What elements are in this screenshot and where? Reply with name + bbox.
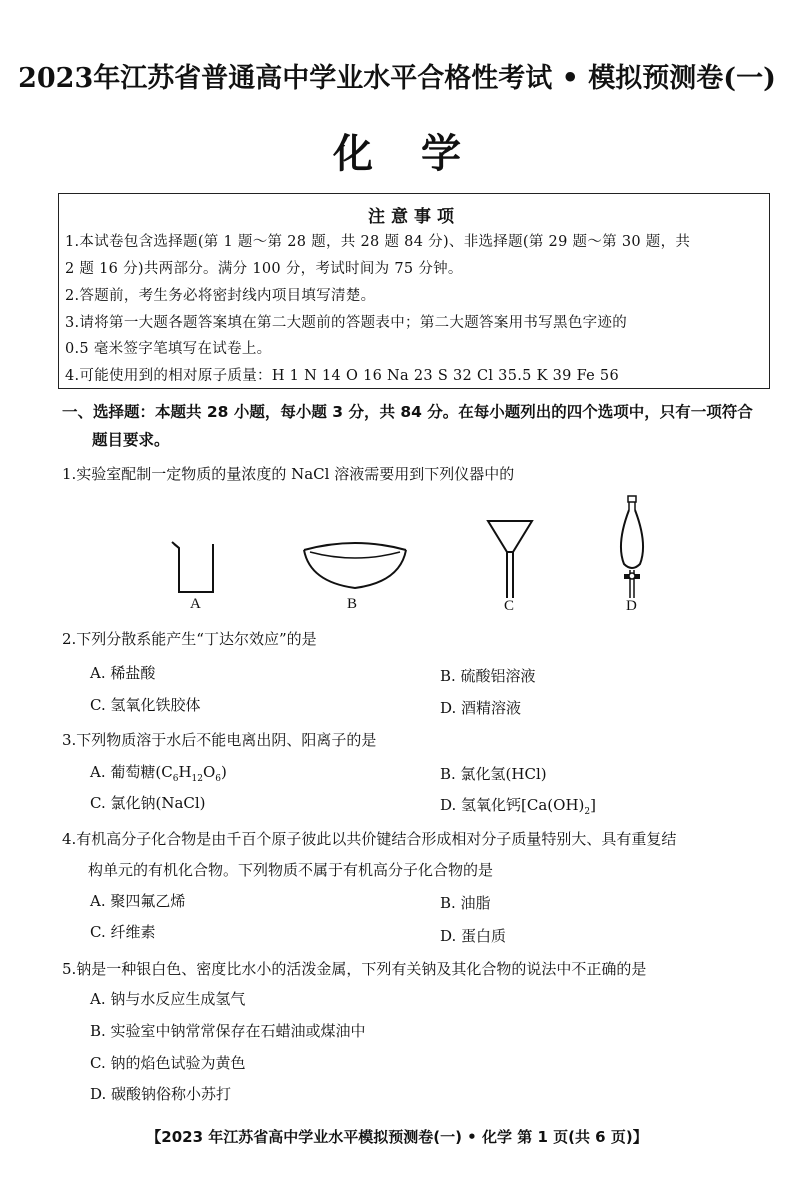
question-4-option-a[interactable]: A. 聚四氟乙烯 <box>90 892 186 910</box>
section-heading-cont: 题目要求。 <box>92 431 170 449</box>
notice-title: 注意事项 <box>368 207 460 227</box>
page-footer: 【2023 年江苏省高中学业水平模拟预测卷(一) • 化学 第 1 页(共 6 页)】 <box>146 1128 648 1146</box>
question-1-stem: 1.实验室配制一定物质的量浓度的 NaCl 溶液需要用到下列仪器中的 <box>62 465 515 483</box>
question-2-option-b[interactable]: B. 硫酸铝溶液 <box>440 667 536 685</box>
question-2-option-a[interactable]: A. 稀盐酸 <box>90 664 156 682</box>
question-5-option-c[interactable]: C. 钠的焰色试验为黄色 <box>90 1054 246 1072</box>
question-4-option-b[interactable]: B. 油脂 <box>440 894 491 912</box>
question-2-stem: 2.下列分散系能产生“丁达尔效应”的是 <box>62 630 317 648</box>
funnel-icon <box>485 518 535 602</box>
evaporating-dish-icon <box>300 538 410 594</box>
subject-title: 化学 <box>333 131 509 177</box>
question-3-option-b[interactable]: B. 氯化氢(HCl) <box>440 765 547 783</box>
question-4-option-d[interactable]: D. 蛋白质 <box>440 927 507 945</box>
question-5-option-b[interactable]: B. 实验室中钠常常保存在石蜡油或煤油中 <box>90 1022 366 1040</box>
separatory-funnel-icon <box>612 494 652 602</box>
exam-title: 2023年江苏省普通高中学业水平合格性考试 • 模拟预测卷(一) <box>18 63 776 94</box>
question-4-stem: 4.有机高分子化合物是由千百个原子彼此以共价键结合形成相对分子质量特别大、具有重复结 <box>62 830 677 848</box>
notice-line: 0.5 毫米签字笔填写在试卷上。 <box>65 341 272 357</box>
question-4-stem-cont: 构单元的有机化合物。下列物质不属于有机高分子化合物的是 <box>88 861 494 879</box>
notice-line: 3.请将第一大题各题答案填在第二大题前的答题表中；第二大题答案用书写黑色字迹的 <box>65 315 628 331</box>
notice-line: 1.本试卷包含选择题(第 1 题～第 28 题，共 28 题 84 分)、非选择题(第 29 题～第 30 题，共 <box>65 234 691 250</box>
question-3-option-d[interactable]: D. 氢氧化钙$[Ca(OH)_2]$ <box>440 796 596 817</box>
beaker-icon <box>170 538 220 596</box>
apparatus-label-b: B <box>347 596 358 612</box>
apparatus-label-d: D <box>626 598 637 614</box>
apparatus-label-c: C <box>504 598 515 614</box>
question-3-stem: 3.下列物质溶于水后不能电离出阴、阳离子的是 <box>62 731 377 749</box>
question-5-option-d[interactable]: D. 碳酸钠俗称小苏打 <box>90 1085 232 1103</box>
notice-line: 4.可能使用到的相对原子质量：H 1 N 14 O 16 Na 23 S 32 Cl 35.5 K 39 Fe 56 <box>65 368 619 384</box>
notice-box <box>58 193 770 389</box>
question-2-option-d[interactable]: D. 酒精溶液 <box>440 699 522 717</box>
section-heading: 一、选择题：本题共 28 小题，每小题 3 分，共 84 分。在每小题列出的四个选项中，只有一项符合 <box>62 403 753 421</box>
question-5-stem: 5.钠是一种银白色、密度比水小的活泼金属，下列有关钠及其化合物的说法中不正确的是 <box>62 960 647 978</box>
question-4-option-c[interactable]: C. 纤维素 <box>90 923 156 941</box>
apparatus-label-a: A <box>190 596 201 612</box>
question-3-option-a[interactable]: A. 葡萄糖$(C_6H_{12}O_6)$ <box>90 763 227 784</box>
notice-line: 2 题 16 分)共两部分。满分 100 分，考试时间为 75 分钟。 <box>65 261 463 277</box>
question-3-option-c[interactable]: C. 氯化钠(NaCl) <box>90 794 206 812</box>
notice-line: 2.答题前，考生务必将密封线内项目填写清楚。 <box>65 288 376 304</box>
question-5-option-a[interactable]: A. 钠与水反应生成氢气 <box>90 990 246 1008</box>
question-2-option-c[interactable]: C. 氢氧化铁胶体 <box>90 696 201 714</box>
